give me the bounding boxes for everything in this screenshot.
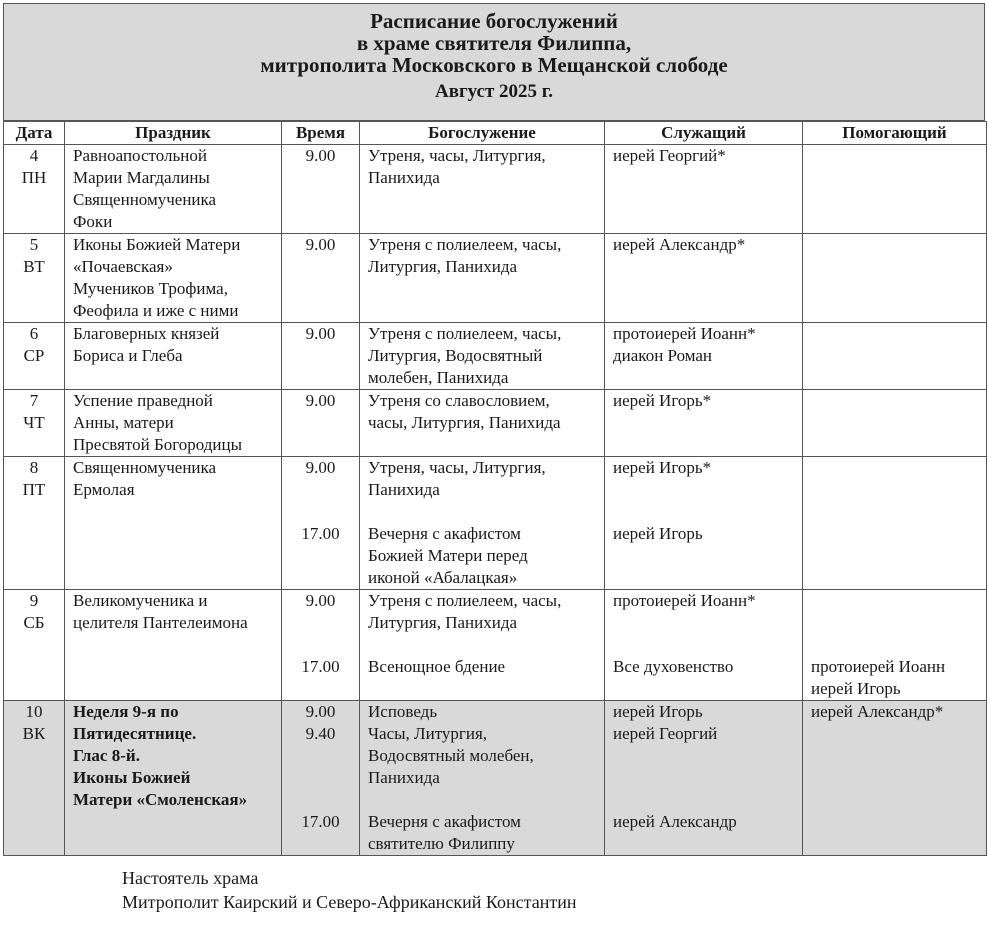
date-cell: [4, 145, 65, 234]
feast-cell: [65, 701, 282, 856]
service-cell: [360, 390, 605, 457]
schedule-header: [3, 3, 985, 121]
celebrant-cell: [605, 390, 803, 457]
feast-line: Бориса и Глеба: [73, 346, 183, 365]
time-cell: [282, 390, 360, 457]
celebrant-name: иерей Игорь*: [613, 458, 712, 477]
assistant-cell: [803, 145, 987, 234]
block-gap: [282, 501, 359, 523]
service-time: 9.00: [305, 591, 336, 610]
assistant-cell: [803, 234, 987, 323]
celebrant-name: иерей Александр*: [613, 235, 746, 254]
feast-line: «Почаевская»: [73, 257, 173, 276]
service-line: Литургия, Панихида: [368, 613, 518, 632]
col-header-time: Время: [282, 122, 360, 145]
rector-name: Митрополит Каирский и Северо-Африканский Константин: [122, 892, 577, 912]
block-gap: [613, 745, 794, 767]
schedule-row: [4, 323, 987, 390]
weekday: ВК: [22, 724, 46, 743]
block-gap: [811, 167, 978, 189]
service-line: Панихида: [368, 480, 440, 499]
time-cell: [282, 457, 360, 590]
title-line-3: митрополита Московского в Мещанской слободе: [260, 53, 728, 77]
weekday: ПН: [21, 168, 47, 187]
service-line: Утреня со славословием,: [368, 391, 550, 410]
block-gap: [811, 723, 978, 745]
block-gap: [368, 501, 596, 523]
block-gap: [811, 567, 978, 589]
feast-line: Феофила и иже с ними: [73, 301, 239, 320]
day-number: 6: [29, 324, 39, 343]
feast-line: Пресвятой Богородицы: [73, 435, 243, 454]
service-cell: [360, 457, 605, 590]
feast-line: Неделя 9-я по: [73, 702, 179, 721]
block-gap: [613, 634, 794, 656]
time-cell: [282, 323, 360, 390]
block-gap: [811, 501, 978, 523]
assistant-name: иерей Игорь: [811, 679, 901, 698]
block-gap: [282, 412, 359, 434]
block-gap: [811, 145, 978, 167]
col-header-feast: Праздник: [65, 122, 282, 145]
assistant-cell: [803, 323, 987, 390]
feast-line: Матери «Смоленская»: [73, 790, 248, 809]
celebrant-cell: [605, 323, 803, 390]
col-header-celebrant: Служащий: [605, 122, 803, 145]
schedule-table: [3, 121, 987, 856]
feast-line: Мучеников Трофима,: [73, 279, 228, 298]
block-gap: [613, 367, 794, 389]
title-line-1: Расписание богослужений: [370, 9, 618, 33]
block-gap: [613, 789, 794, 811]
service-time: 17.00: [301, 524, 340, 543]
feast-cell: [65, 457, 282, 590]
feast-line: Равноапостольной: [73, 146, 207, 165]
assistant-name: иерей Александр*: [811, 702, 944, 721]
schedule-row: [4, 390, 987, 457]
block-gap: [811, 256, 978, 278]
service-line: часы, Литургия, Панихида: [368, 413, 561, 432]
feast-line: целителя Пантелеимона: [73, 613, 248, 632]
service-time: 9.40: [305, 724, 336, 743]
celebrant-name: иерей Георгий: [613, 724, 718, 743]
block-gap: [282, 767, 359, 789]
block-gap: [811, 767, 978, 789]
block-gap: [282, 634, 359, 656]
block-gap: [282, 833, 359, 855]
block-gap: [811, 523, 978, 545]
block-gap: [613, 612, 794, 634]
block-gap: [282, 612, 359, 634]
service-line: Утреня, часы, Литургия,: [368, 146, 546, 165]
table-header-row: [4, 122, 987, 145]
feast-cell: [65, 390, 282, 457]
block-gap: [811, 833, 978, 855]
block-gap: [811, 545, 978, 567]
block-gap: [811, 789, 978, 811]
block-gap: [811, 323, 978, 345]
block-gap: [282, 256, 359, 278]
day-number: 4: [29, 146, 39, 165]
service-line: Панихида: [368, 168, 440, 187]
col-header-date: Дата: [4, 122, 65, 145]
feast-line: Пятидесятнице.: [73, 724, 197, 743]
block-gap: [613, 767, 794, 789]
feast-cell: [65, 590, 282, 701]
service-time: 9.00: [305, 324, 336, 343]
service-line: Панихида: [368, 768, 440, 787]
block-gap: [613, 256, 794, 278]
block-gap: [811, 390, 978, 412]
service-time: 9.00: [305, 458, 336, 477]
feast-line: Священномученика: [73, 458, 217, 477]
col-header-service: Богослужение: [360, 122, 605, 145]
schedule-row: [4, 457, 987, 590]
service-cell: [360, 323, 605, 390]
signature-block: [122, 866, 577, 914]
assistant-name: протоиерей Иоанн: [811, 657, 946, 676]
feast-line: Иконы Божией: [73, 768, 191, 787]
feast-line: Благоверных князей: [73, 324, 220, 343]
service-line: Водосвятный молебен,: [368, 746, 534, 765]
celebrant-name: иерей Александр: [613, 812, 737, 831]
service-time: 9.00: [305, 702, 336, 721]
feast-line: Анны, матери: [73, 413, 174, 432]
service-line: Литургия, Панихида: [368, 257, 518, 276]
service-line: Исповедь: [368, 702, 438, 721]
service-line: Утреня с полиелеем, часы,: [368, 235, 562, 254]
feast-line: Священномученика: [73, 190, 217, 209]
block-gap: [282, 567, 359, 589]
service-line: иконой «Абалацкая»: [368, 568, 518, 587]
celebrant-name: иерей Георгий*: [613, 146, 726, 165]
block-gap: [811, 412, 978, 434]
date-cell: [4, 323, 65, 390]
block-gap: [613, 545, 794, 567]
block-gap: [811, 745, 978, 767]
feast-cell: [65, 234, 282, 323]
feast-line: Марии Магдалины: [73, 168, 210, 187]
date-cell: [4, 234, 65, 323]
service-line: Часы, Литургия,: [368, 724, 488, 743]
block-gap: [282, 545, 359, 567]
service-cell: [360, 590, 605, 701]
block-gap: [811, 367, 978, 389]
block-gap: [613, 412, 794, 434]
feast-line: Великомученика и: [73, 591, 208, 610]
celebrant-name: диакон Роман: [613, 346, 713, 365]
service-time: 17.00: [301, 657, 340, 676]
celebrant-name: иерей Игорь*: [613, 391, 712, 410]
day-number: 9: [29, 591, 39, 610]
block-gap: [282, 789, 359, 811]
celebrant-name: протоиерей Иоанн*: [613, 591, 756, 610]
block-gap: [811, 634, 978, 656]
block-gap: [811, 590, 978, 612]
day-number: 10: [25, 702, 43, 721]
service-time: 9.00: [305, 146, 336, 165]
block-gap: [368, 634, 596, 656]
feast-cell: [65, 323, 282, 390]
day-number: 7: [29, 391, 39, 410]
service-cell: [360, 701, 605, 856]
date-cell: [4, 390, 65, 457]
block-gap: [282, 367, 359, 389]
service-time: 9.00: [305, 235, 336, 254]
block-gap: [613, 833, 794, 855]
block-gap: [811, 612, 978, 634]
schedule-row: [4, 590, 987, 701]
service-line: Божией Матери перед: [368, 546, 528, 565]
service-line: Утреня с полиелеем, часы,: [368, 324, 562, 343]
day-number: 8: [29, 458, 39, 477]
weekday: СБ: [23, 613, 45, 632]
month-label: Август 2025 г.: [434, 81, 554, 102]
assistant-cell: [803, 590, 987, 701]
feast-line: Успение праведной: [73, 391, 213, 410]
block-gap: [811, 811, 978, 833]
block-gap: [282, 479, 359, 501]
weekday: ПТ: [22, 480, 46, 499]
service-cell: [360, 234, 605, 323]
block-gap: [368, 789, 596, 811]
service-line: молебен, Панихида: [368, 368, 509, 387]
day-number: 5: [29, 235, 39, 254]
schedule-row: [4, 234, 987, 323]
time-cell: [282, 701, 360, 856]
time-cell: [282, 590, 360, 701]
block-gap: [613, 479, 794, 501]
block-gap: [282, 345, 359, 367]
date-cell: [4, 590, 65, 701]
service-line: Вечерня с акафистом: [368, 524, 521, 543]
service-cell: [360, 145, 605, 234]
time-cell: [282, 234, 360, 323]
assistant-cell: [803, 701, 987, 856]
service-line: святителю Филиппу: [368, 834, 515, 853]
celebrant-name: Все духовенство: [613, 657, 734, 676]
block-gap: [613, 501, 794, 523]
block-gap: [282, 167, 359, 189]
feast-cell: [65, 145, 282, 234]
weekday: ВТ: [23, 257, 45, 276]
col-header-assistant: Помогающий: [803, 122, 987, 145]
celebrant-name: иерей Игорь: [613, 702, 703, 721]
service-line: Утреня с полиелеем, часы,: [368, 591, 562, 610]
schedule-row: [4, 701, 987, 856]
celebrant-cell: [605, 701, 803, 856]
service-line: Всенощное бдение: [368, 657, 506, 676]
feast-line: Фоки: [73, 212, 113, 231]
title-line-2: в храме святителя Филиппа,: [356, 31, 632, 55]
feast-line: Глас 8-й.: [73, 746, 140, 765]
feast-line: Ермолая: [73, 480, 135, 499]
block-gap: [613, 567, 794, 589]
celebrant-name: иерей Игорь: [613, 524, 703, 543]
service-line: Утреня, часы, Литургия,: [368, 458, 546, 477]
celebrant-cell: [605, 234, 803, 323]
schedule-row: [4, 145, 987, 234]
block-gap: [613, 167, 794, 189]
block-gap: [282, 745, 359, 767]
block-gap: [811, 234, 978, 256]
rector-title: Настоятель храма: [122, 868, 259, 888]
service-line: Вечерня с акафистом: [368, 812, 521, 831]
celebrant-name: протоиерей Иоанн*: [613, 324, 756, 343]
celebrant-cell: [605, 590, 803, 701]
service-time: 17.00: [301, 812, 340, 831]
weekday: СР: [23, 346, 45, 365]
time-cell: [282, 145, 360, 234]
assistant-cell: [803, 390, 987, 457]
service-time: 9.00: [305, 391, 336, 410]
feast-line: Иконы Божией Матери: [73, 235, 241, 254]
weekday: ЧТ: [23, 413, 45, 432]
block-gap: [811, 479, 978, 501]
assistant-cell: [803, 457, 987, 590]
block-gap: [811, 345, 978, 367]
block-gap: [811, 457, 978, 479]
date-cell: [4, 457, 65, 590]
date-cell: [4, 701, 65, 856]
celebrant-cell: [605, 457, 803, 590]
service-line: Литургия, Водосвятный: [368, 346, 543, 365]
celebrant-cell: [605, 145, 803, 234]
